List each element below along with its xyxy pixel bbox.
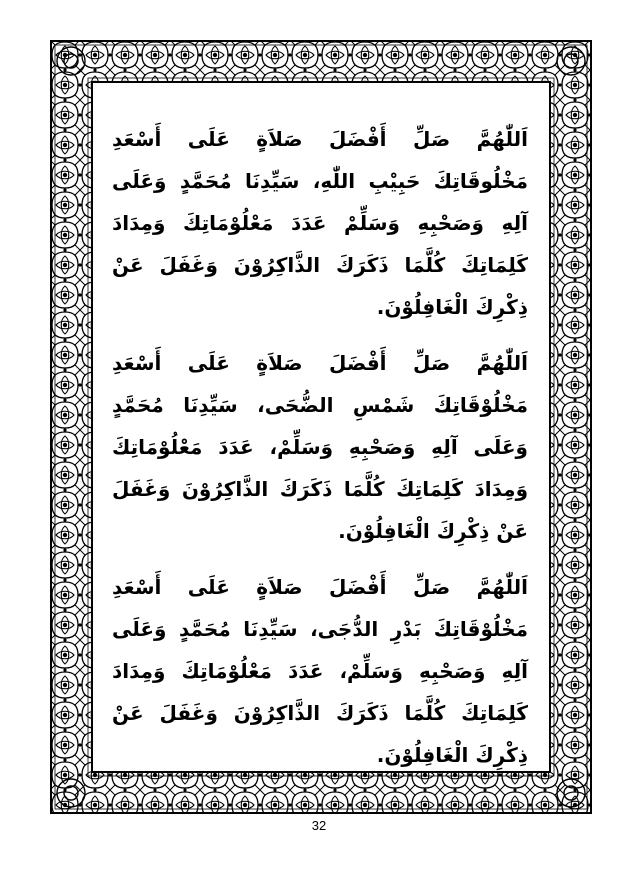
prayer-paragraph-2: اَللّٰهُمَّ صَلِّ أَفْضَلَ صَلاَةٍ عَلَى أَسْعَدِ مَخْلُوْقَاتِكَ شَمْسِ الضُّحَى، سَيِّدِنَا مُحَمَّدٍ وَعَلَى آلِهِ وَصَحْبِهِ وَسَلِّمْ، عَدَدَ مَعْلُوْمَاتِكَ وَمِدَادَ كَلِمَاتِكَ كُلَّمَا ذَكَرَكَ الذَّاكِرُوْنَ وَغَفَلَ عَنْ ذِكْرِكَ الْغَافِلُوْنَ.: [112, 351, 528, 543]
prayer-text: [112, 118, 528, 767]
prayer-paragraph-3: اَللّٰهُمَّ صَلِّ أَفْضَلَ صَلاَةٍ عَلَى أَسْعَدِ مَخْلُوْقَاتِكَ بَدْرِ الدُّجَى، سَيِّدِنَا مُحَمَّدٍ وَعَلَى آلِهِ وَصَحْبِهِ وَسَلِّمْ، عَدَدَ مَعْلُوْمَاتِكَ وَمِدَادَ كَلِمَاتِكَ كُلَّمَا ذَكَرَكَ الذَّاكِرُوْنَ وَغَفَلَ عَنْ ذِكْرِكَ الْغَافِلُوْنَ.: [112, 575, 528, 767]
page-number: 32: [311, 818, 327, 833]
prayer-paragraph-1: اَللّٰهُمَّ صَلِّ أَفْضَلَ صَلاَةٍ عَلَى أَسْعَدِ مَخْلُوقَاتِكَ حَبِيْبِ اللّٰهِ، سَيِّدِنَا مُحَمَّدٍ وَعَلَى آلِهِ وَصَحْبِهِ وَسَلِّمْ عَدَدَ مَعْلُوْمَاتِكَ وَمِدَادَ كَلِمَاتِكَ كُلَّمَا ذَكَرَكَ الذَّاكِرُوْنَ وَغَفَلَ عَنْ ذِكْرِكَ الْغَافِلُوْنَ.: [112, 127, 528, 319]
